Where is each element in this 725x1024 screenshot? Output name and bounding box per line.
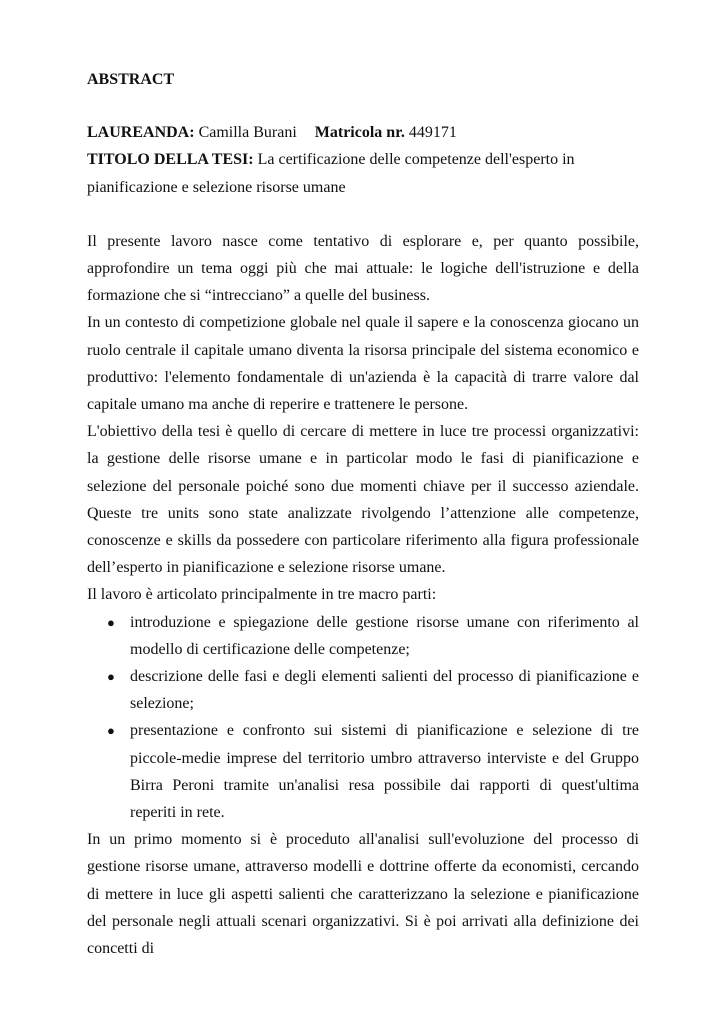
bullet-icon: ● bbox=[107, 723, 115, 739]
paragraph: Il presente lavoro nasce come tentativo di esplorare e, per quanto possibile, approfondire un tema oggi più che mai attuale: le logiche dell'istruzione e della formazione che si “intrecciano” a quelle del business. bbox=[87, 232, 639, 305]
bullet-icon: ● bbox=[107, 669, 115, 685]
student-label: LAUREANDA: bbox=[87, 124, 195, 142]
list-item-text: descrizione delle fasi e degli elementi salienti del processo di pianificazione e selezione; bbox=[130, 668, 639, 713]
paragraph: In un primo momento si è proceduto all'analisi sull'evoluzione del processo di gestione risorse umane, attraverso modelli e dottrine offerte da economisti, cercando di mettere in luce gli aspetti salienti che caratterizzano la selezione e pianificazione del personale negli attuali scenari organizzativi. Si è poi arrivati alla definizione dei concetti di bbox=[87, 831, 639, 958]
title-label: TITOLO DELLA TESI: bbox=[87, 151, 254, 169]
title-value: La certificazione delle competenze dell'esperto in pianificazione e selezione risorse umane bbox=[87, 151, 575, 196]
matricola-value: 449171 bbox=[408, 124, 457, 142]
student-line bbox=[87, 119, 639, 146]
abstract-heading: ABSTRACT bbox=[87, 71, 175, 88]
paragraph: L'obiettivo della tesi è quello di cercare di mettere in luce tre processi organizzativi: la gestione delle risorse umane e in particolar modo le fasi di pianificazione e selezione del personale poiché sono due momenti chiave per il successo aziendale. Queste tre units sono state analizzate rivolgendo l’attenzione alle competenze, conoscenze e skills da possedere con particolare riferimento alla figura professionale dell’esperto in pianificazione e selezione risorse umane. bbox=[87, 423, 639, 577]
abstract-body bbox=[87, 228, 639, 962]
bullet-icon: ● bbox=[107, 614, 115, 630]
list-item-text: presentazione e confronto sui sistemi di pianificazione e selezione di tre piccole-medie imprese del territorio umbro attraverso interviste e del Gruppo Birra Peroni tramite un'analisi resa possibile dai rapporti di quest'ultima reperiti in rete. bbox=[130, 722, 639, 822]
thesis-meta bbox=[87, 119, 639, 201]
list-item-text: introduzione e spiegazione delle gestione risorse umane con riferimento al modello di certificazione delle competenze; bbox=[130, 613, 639, 658]
matricola-label: Matricola nr. bbox=[314, 124, 405, 142]
paragraph: Il lavoro è articolato principalmente in tre macro parti: bbox=[87, 586, 437, 604]
list-item bbox=[87, 717, 639, 826]
student-name: Camilla Burani bbox=[198, 124, 297, 142]
list-item bbox=[87, 609, 639, 663]
bullet-list bbox=[87, 609, 639, 827]
title-line bbox=[87, 146, 639, 200]
paragraph: In un contesto di competizione globale nel quale il sapere e la conoscenza giocano un ruolo centrale il capitale umano diventa la risorsa principale del sistema economico e produttivo: l'elemento fondamentale di un'azienda è la capacità di trarre valore dal capitale umano ma anche di reperire e trattenere le persone. bbox=[87, 314, 639, 414]
document-page bbox=[87, 66, 639, 962]
list-item bbox=[87, 663, 639, 717]
